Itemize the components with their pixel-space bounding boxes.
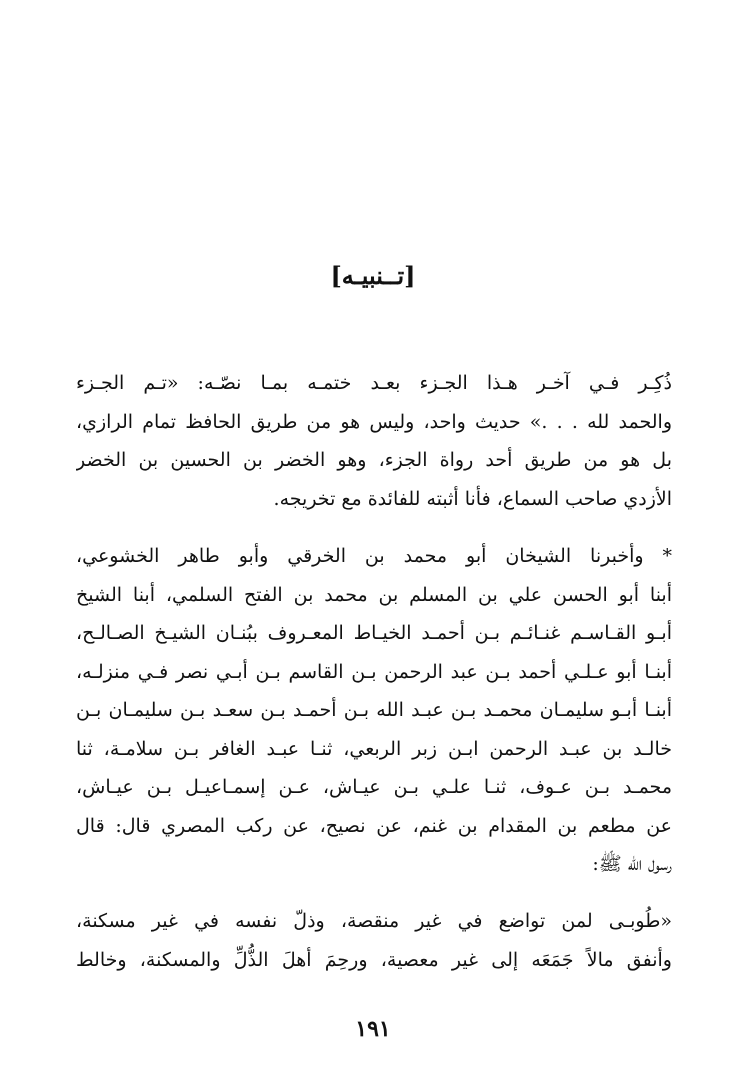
text-line: وأنفق مالاً جَمَعَه إلى غير معصية، ورحِمَ أهلَ الذُّلِّ والمسكنة، وخالط <box>76 948 672 971</box>
text-line: رسول الله ﷺ: <box>592 853 672 875</box>
page-number: ١٩١ <box>355 1016 391 1042</box>
paragraph-note <box>76 364 672 518</box>
text-line: ذُكِـر فـي آخـر هـذا الجـزء بعـد ختمـه بمـا نصّـه: «تـم الجـزء <box>76 372 672 394</box>
text-line: * وأخبرنا الشيخان أبو محمد بن الخرقي وأبو طاهر الخشوعي، <box>76 545 672 567</box>
text-line: «طُوبـى لمن تواضع في غير منقصة، وذلّ نفسه في غير مسكنة، <box>76 910 672 932</box>
section-heading: [تــنبيـه] <box>330 261 416 290</box>
paragraph-hadith <box>76 902 672 979</box>
text-line: أبنـا أبو عـلـي أحمد بـن عبد الرحمن بـن القاسم بـن أبـي نصر فـي منزلـه، <box>76 660 672 683</box>
text-line: الأزدي صاحب السماع، فأنا أثبته للفائدة مع تخريجه. <box>273 487 672 510</box>
text-line: والحمد لله . . .» حديث واحد، وليس هو من طريق الحافظ تمام الرازي، <box>76 410 672 433</box>
text-line: عن مطعم بن المقدام بن غنم، عن نصيح، عن ركب المصري قال: قال <box>76 814 672 837</box>
text-line: أبنـا أبـو سليمـان محمـد بـن عبـد الله بـن أحمـد بـن سعـد بـن سليمـان بـن <box>76 699 672 721</box>
text-line: خالـد بن عبـد الرحمن ابـن زبر الربعي، ثنـا عبـد الغافر بـن سلامـة، ثنا <box>76 737 672 760</box>
text-line: محمـد بـن عـوف، ثنـا علـي بـن عيـاش، عـن إسمـاعيـل بـن عيـاش، <box>76 776 672 798</box>
text-line: أبـو القـاسـم غنـائـم بـن أحمـد الخيـاط المعـروف ببُنـان الشيـخ الصـالـح، <box>76 622 672 644</box>
text-line: أبنا أبو الحسن علي بن المسلم بن محمد بن الفتح السلمي، أبنا الشيخ <box>76 583 672 606</box>
text-line: بل هو من طريق أحد رواة الجزء، وهو الخضر بن الحسين بن الخضر <box>76 449 672 471</box>
paragraph-isnad <box>76 537 672 884</box>
